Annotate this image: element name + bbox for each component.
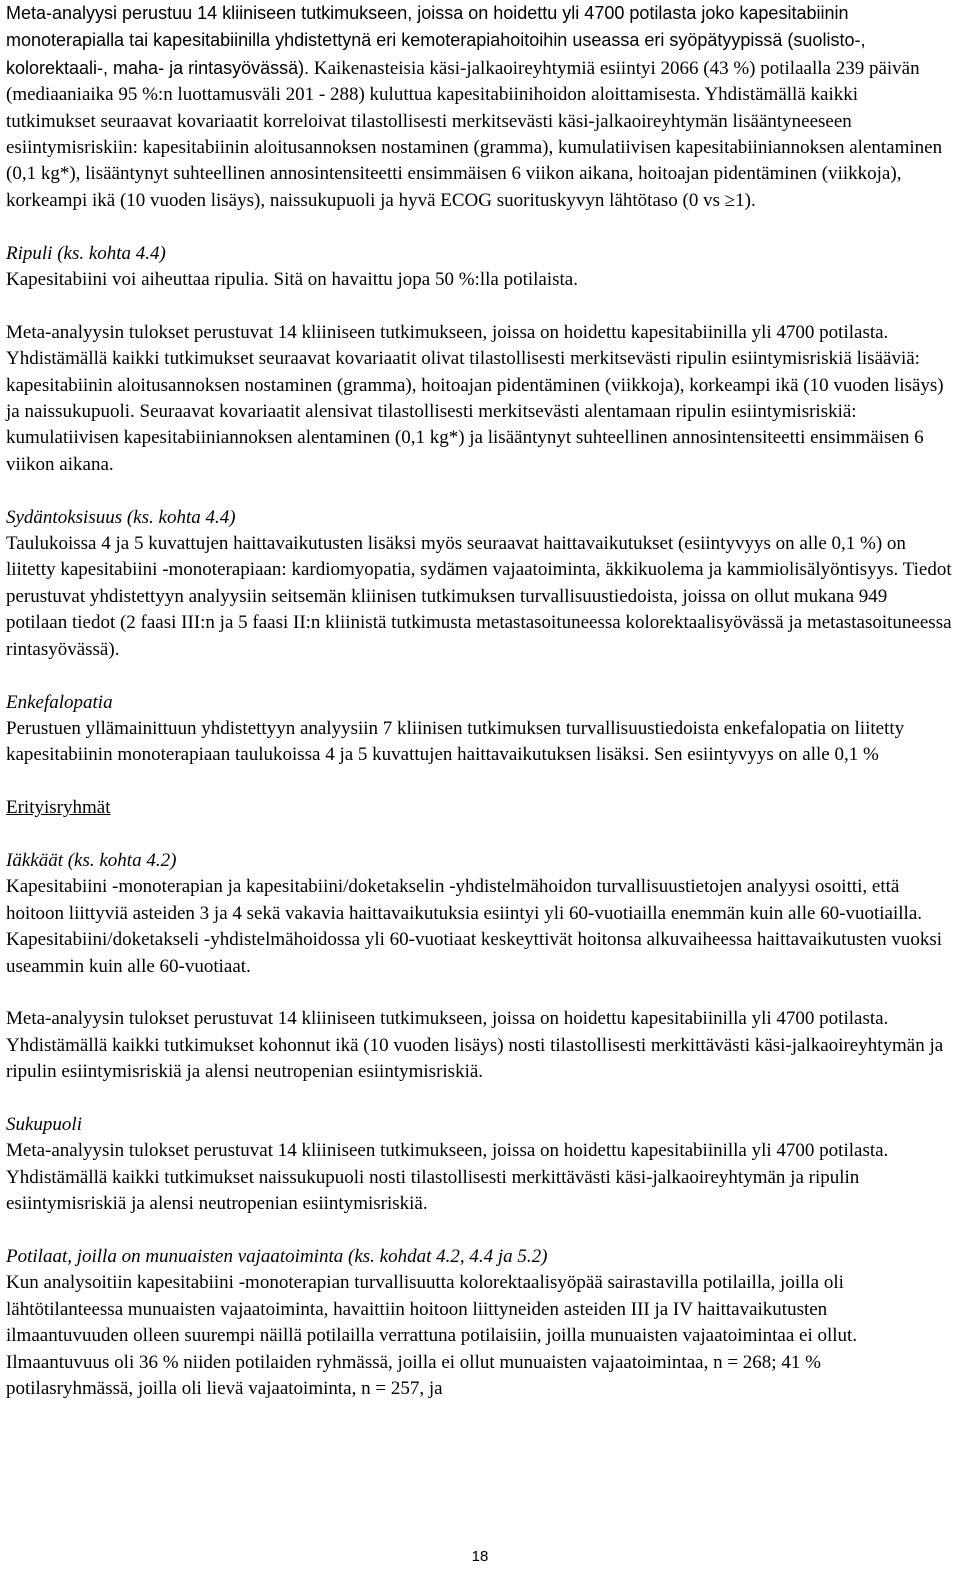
document-page <box>6 0 952 1402</box>
enceph-heading: Enkefalopatia <box>6 691 113 713</box>
page-number: 18 <box>471 1548 489 1565</box>
cardio-heading: Sydäntoksisuus (ks. kohta 4.4) <box>6 506 236 528</box>
elderly-heading: Iäkkäät (ks. kohta 4.2) <box>6 849 177 871</box>
enceph-paragraph-1: Perustuen yllämainittuun yhdistettyyn analyysiin 7 kliinisen tutkimuksen turvallisuustiedoista enkefalopatia on liitetty kapesitabiinin monoterapiaan taulukoissa 4 ja 5 kuvattujen haittavaikutuksen lisäksi. Sen esiintyvyys on alle 0,1 % <box>6 717 905 766</box>
special-groups-heading: Erityisryhmät <box>6 797 111 819</box>
renal-heading: Potilaat, joilla on munuaisten vajaatoiminta (ks. kohdat 4.2, 4.4 ja 5.2) <box>6 1245 548 1267</box>
intro-paragraph <box>6 0 952 214</box>
gender-heading: Sukupuoli <box>6 1113 82 1135</box>
elderly-paragraph-1: Kapesitabiini -monoterapian ja kapesitabiini/doketakselin -yhdistelmähoidon turvallisuustietojen analyysi osoitti, että hoitoon liittyviä asteiden 3 ja 4 sekä vakavia haittavaikutuksia esiintyi yli 60-vuotiailla enemmän kuin alle 60-vuotiailla. Kapesitabiini/doketakseli -yhdistelmähoidossa yli 60-vuotiaat keskeyttivät hoitonsa alkuvaiheessa haittavaikutusten vuoksi useammin kuin alle 60-vuotiaat. <box>6 876 943 977</box>
intro-serif-text: Kaikenasteisia käsi-jalkaoireyhtymiä esiintyi 2066 (43 %) potilaalla 239 päivän (mediaaniaika 95 %:n luottamusväli 201 - 288) kuluttua kapesitabiinihoidon aloittamisesta. Yhdistämällä kaikki tutkimukset seuraavat kovariaatit korreloivat tilastollisesti merkitsevästi käsi-jalkaoireyhtymän lisääntyneeseen esiintymisriskiin: kapesitabiinin aloitusannoksen nostaminen (gramma), kumulatiivisen kapesitabiiniannoksen alentaminen (0,1 kg*), lisääntynyt suhteellinen annosintensiteetti ensimmäisen 6 viikon aikana, hoitoajan pidentäminen (viikkoja), korkeampi ikä (10 vuoden lisäys), naissukupuoli ja hyvä ECOG suorituskyvyn lähtötaso (0 vs ≥1). <box>6 57 943 211</box>
diarrhea-heading: Ripuli (ks. kohta 4.4) <box>6 242 166 264</box>
renal-paragraph-1: Kun analysoitiin kapesitabiini -monoterapian turvallisuutta kolorektaalisyöpää sairastavilla potilailla, joilla oli lähtötilanteessa munuaisten vajaatoiminta, havaittiin hoitoon liittyneiden asteiden III ja IV haittavaikutusten ilmaantuvuuden olleen suurempi näillä potilailla verrattuna potilaisiin, joilla munuaisten vajaatoimintaa ei ollut. Ilmaantuvuus oli 36 % niiden potilaiden ryhmässä, joilla ei ollut munuaisten vajaatoimintaa, n = 268; 41 % potilasryhmässä, joilla oli lievä vajaatoiminta, n = 257, ja <box>6 1272 858 1399</box>
diarrhea-paragraph-2: Meta-analyysin tulokset perustuvat 14 kliiniseen tutkimukseen, joissa on hoidettu kapesitabiinilla yli 4700 potilasta. Yhdistämällä kaikki tutkimukset seuraavat kovariaatit olivat tilastollisesti merkitsevästi ripulin esiintymisriskiä lisääviä: kapesitabiinin aloitusannoksen nostaminen (gramma), hoitoajan pidentäminen (viikkoja), korkeampi ikä (10 vuoden lisäys) ja naissukupuoli. Seuraavat kovariaatit alensivat tilastollisesti merkitsevästi alentamaan ripulin esiintymisriskiä: kumulatiivisen kapesitabiiniannoksen alentaminen (0,1 kg*) ja lisääntynyt suhteellinen annosintensiteetti ensimmäisen 6 viikon aikana. <box>6 321 944 475</box>
cardio-paragraph-1: Taulukoissa 4 ja 5 kuvattujen haittavaikutusten lisäksi myös seuraavat haittavaikutukset (esiintyvyys on alle 0,1 %) on liitetty kapesitabiini -monoterapiaan: kardiomyopatia, sydämen vajaatoiminta, äkkikuolema ja kammiolisälyöntisyys. Tiedot perustuvat yhdistettyyn analyysiin seitsemän kliinisen tutkimuksen turvallisuustiedoista, joissa on ollut mukana 949 potilaan tiedot (2 faasi III:n ja 5 faasi II:n kliinistä tutkimusta metastasoituneessa kolorektaalisyövässä ja metastasoituneessa rintasyövässä). <box>6 533 952 660</box>
gender-paragraph-1: Meta-analyysin tulokset perustuvat 14 kliiniseen tutkimukseen, joissa on hoidettu kapesitabiinilla yli 4700 potilasta. Yhdistämällä kaikki tutkimukset naissukupuoli nosti tilastollisesti merkittävästi käsi-jalkaoireyhtymän ja ripulin esiintymisriskiä ja alensi neutropenian esiintymisriskiä. <box>6 1140 889 1215</box>
diarrhea-paragraph-1: Kapesitabiini voi aiheuttaa ripulia. Sitä on havaittu jopa 50 %:lla potilaista. <box>6 269 578 291</box>
intro-sans-text: Meta-analyysi perustuu 14 kliiniseen tutkimukseen, joissa on hoidettu yli 4700 potilasta joko kapesitabiinin monoterapialla tai kapesitabiinilla yhdistettynä eri kemoterapiahoitoihin useassa eri syöpätyypissä (suolisto-, kolorektaali-, maha- ja rintasyövässä). <box>6 3 866 78</box>
elderly-paragraph-2: Meta-analyysin tulokset perustuvat 14 kliiniseen tutkimukseen, joissa on hoidettu kapesitabiinilla yli 4700 potilasta. Yhdistämällä kaikki tutkimukset kohonnut ikä (10 vuoden lisäys) nosti tilastollisesti merkittävästi käsi-jalkaoireyhtymän ja ripulin esiintymisriskiä ja alensi neutropenian esiintymisriskiä. <box>6 1008 944 1083</box>
